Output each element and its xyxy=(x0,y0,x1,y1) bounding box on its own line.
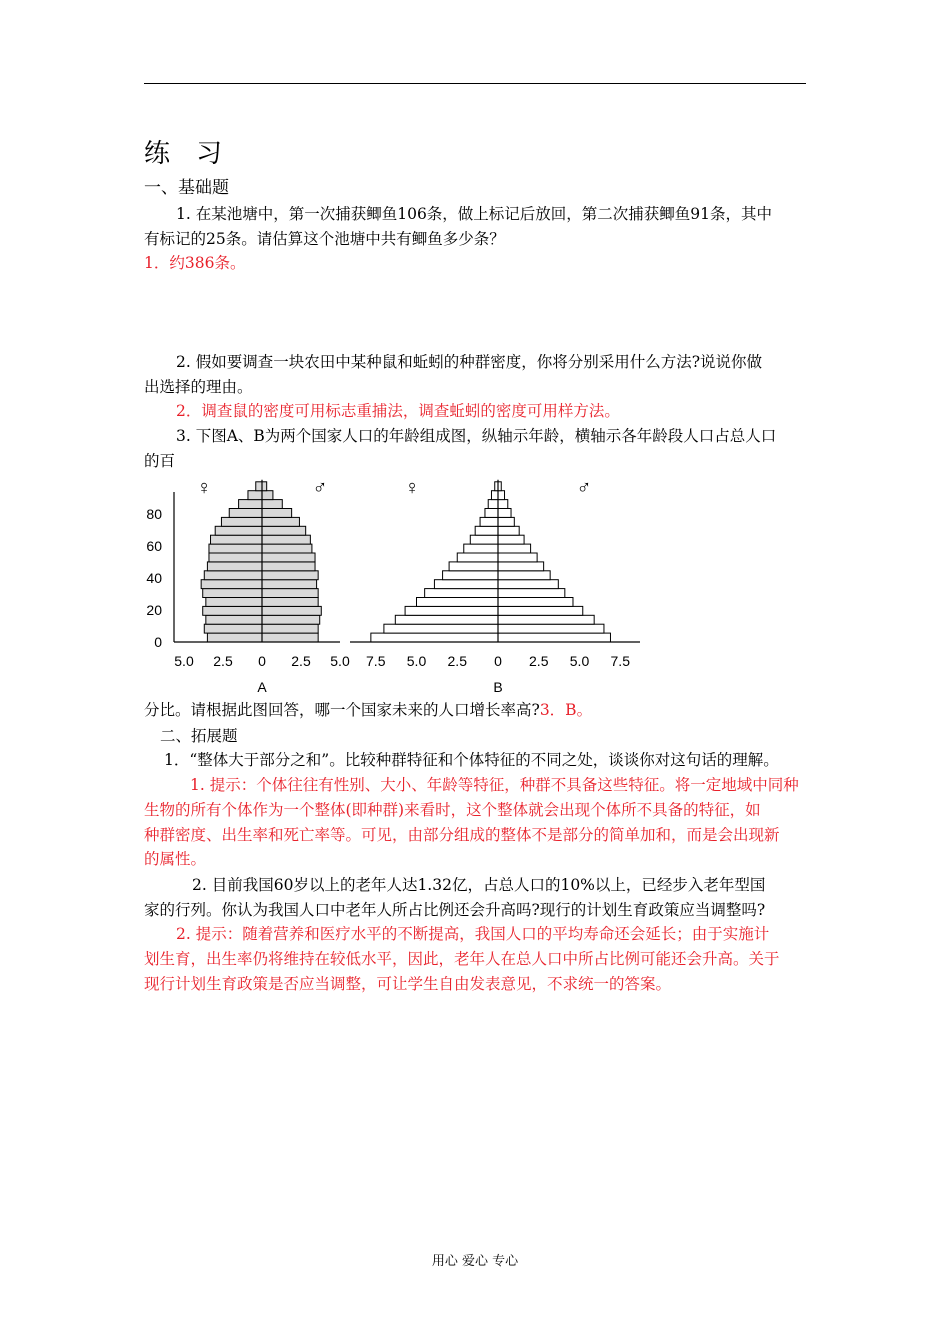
ext2-answer-line1: 2. 提示：随着营养和医疗水平的不断提高，我国人口的平均寿命还会延长；由于实施计 xyxy=(176,925,770,943)
ext2-answer-line3: 现行计划生育政策是否应当调整，可让学生自由发表意见，不求统一的答案。 xyxy=(144,975,672,993)
header-rule xyxy=(144,83,806,84)
pyramid-a-male-bar xyxy=(262,571,318,580)
pyramid-a-male-bar xyxy=(262,598,318,607)
pyramid-b-male-bar xyxy=(498,535,524,544)
ext1-answer-line2: 生物的所有个体作为一个整体(即种群)来看时，这个整体就会出现个体所不具备的特征，如 xyxy=(144,801,761,819)
pyramid-b-female-bar xyxy=(405,606,498,615)
pyramid-a-female-bar xyxy=(229,509,262,518)
pyramid-b-x-tick: 5.0 xyxy=(406,653,427,669)
q2-line1: 2. 假如要调查一块农田中某种鼠和蚯蚓的种群密度，你将分别采用什么方法?说说你做 xyxy=(176,353,763,371)
pyramid-a-female-bar xyxy=(256,482,262,491)
pyramid-b-female-bar xyxy=(449,562,498,571)
pyramid-b-male-bar xyxy=(498,491,505,500)
pyramid-a-male-bar xyxy=(262,517,299,526)
pyramid-b-male-bar xyxy=(498,553,537,562)
ext1-question: 1．“整体大于部分之和”。比较种群特征和个体特征的不同之处，谈谈你对这句话的理解。 xyxy=(164,751,779,769)
pyramid-b-female-bar xyxy=(425,589,498,598)
pyramid-a-female-bar xyxy=(204,571,262,580)
section-basic-heading: 一、基础题 xyxy=(144,178,229,198)
ext1-answer-line1: 1. 提示：个体往往有性别、大小、年龄等特征，种群不具备这些特征。将一定地域中同种 xyxy=(190,776,799,794)
pyramid-b-male-bar xyxy=(498,580,558,589)
q2-line2: 出选择的理由。 xyxy=(144,378,253,396)
ext2-question-line1: 2. 目前我国60岁以上的老年人达1.32亿，占总人口的10%以上，已经步入老年型国 xyxy=(192,876,766,894)
pyramid-b-male-bar xyxy=(498,571,550,580)
ext2-answer-line2: 划生育，出生率仍将维持在较低水平，因此，老年人在总人口中所占比例可能还会升高。关于 xyxy=(144,950,780,968)
pyramid-b-x-tick: 5.0 xyxy=(569,653,590,669)
y-tick-label: 0 xyxy=(154,634,162,650)
pyramid-a-male-bar xyxy=(262,509,292,518)
pyramid-a-male-bar xyxy=(262,580,317,589)
section-extended-heading: 二、拓展题 xyxy=(160,727,238,745)
q3-line1: 3. 下图A、B为两个国家人口的年龄组成图，纵轴示年龄，横轴示各年龄段人口占总人口 xyxy=(176,427,777,445)
pyramid-b-male-bar xyxy=(498,598,573,607)
pyramid-b-male-bar xyxy=(498,589,565,598)
pyramid-b-female-bar xyxy=(464,544,498,553)
pyramid-b-female-bar xyxy=(470,535,498,544)
pyramid-a-male-bar xyxy=(262,491,273,500)
pyramid-a-male-bar xyxy=(262,526,306,535)
q3-line3: 分比。请根据此图回答，哪一个国家未来的人口增长率高? xyxy=(144,701,540,719)
pyramid-b-x-tick: 2.5 xyxy=(529,653,549,669)
pyramid-a-x-tick: 2.5 xyxy=(291,653,311,669)
pyramid-a-female-bar xyxy=(207,633,262,642)
pyramid-b-male-bar xyxy=(498,633,610,642)
pyramid-a-male-bar xyxy=(262,535,310,544)
pyramid-b-female-bar xyxy=(457,553,498,562)
pyramid-b-female-bar xyxy=(491,491,498,500)
pyramid-b-male-bar xyxy=(498,544,531,553)
female-symbol-a: ♀ xyxy=(196,477,212,499)
pyramid-b-x-tick: 2.5 xyxy=(447,653,467,669)
pyramid-b-female-bar xyxy=(480,517,498,526)
q3-line2: 的百 xyxy=(144,452,176,470)
q1-line1: 1. 在某池塘中，第一次捕获鲫鱼106条，做上标记后放回，第二次捕获鲫鱼91条，其中 xyxy=(176,205,773,223)
pyramid-b-female-bar xyxy=(371,633,498,642)
pyramid-b-female-bar xyxy=(395,615,498,624)
pyramid-a-female-bar xyxy=(203,589,262,598)
pyramid-b-x-tick: 7.5 xyxy=(366,653,386,669)
pyramid-a-male-bar xyxy=(262,482,267,491)
pyramid-a-female-bar xyxy=(209,553,262,562)
pyramid-a-male-bar xyxy=(262,562,315,571)
pyramid-a-male-bar xyxy=(262,606,321,615)
ext1-answer-line4: 的属性。 xyxy=(144,850,207,868)
pyramid-a-female-bar xyxy=(206,598,262,607)
page-footer: 用心 爱心 专心 xyxy=(431,1254,519,1269)
pyramid-b-male-bar xyxy=(498,624,604,633)
pyramid-a-female-bar xyxy=(209,544,262,553)
pyramid-a-female-bar xyxy=(203,606,262,615)
pyramid-a-label: A xyxy=(257,679,267,695)
pyramid-a-female-bar xyxy=(215,526,262,535)
pyramid-b-female-bar xyxy=(417,598,499,607)
pyramid-a-x-tick: 0 xyxy=(258,653,266,669)
pyramid-a-male-bar xyxy=(262,633,318,642)
pyramid-a-male-bar xyxy=(262,553,315,562)
pyramid-b-x-tick: 0 xyxy=(494,653,502,669)
pyramid-b-female-bar xyxy=(443,571,498,580)
pyramid-a-x-tick: 5.0 xyxy=(174,653,194,669)
y-tick-label: 20 xyxy=(146,602,162,618)
y-tick-label: 60 xyxy=(146,538,162,554)
pyramid-a-female-bar xyxy=(221,517,262,526)
q3-line3-question xyxy=(144,700,592,720)
pyramid-b-female-bar xyxy=(434,580,498,589)
pyramid-a-male-bar xyxy=(262,544,312,553)
pyramid-b-male-bar xyxy=(498,517,514,526)
pyramid-a-x-tick: 5.0 xyxy=(330,653,350,669)
pyramid-a-female-bar xyxy=(207,562,262,571)
population-pyramid-figure xyxy=(140,470,660,700)
pyramid-a-male-bar xyxy=(262,589,318,598)
male-symbol-b: ♂ xyxy=(576,477,592,499)
pyramid-b-male-bar xyxy=(498,500,508,509)
pyramid-a-x-tick: 2.5 xyxy=(213,653,233,669)
q3-answer: 3．B。 xyxy=(539,701,593,719)
pyramid-a-female-bar xyxy=(211,535,262,544)
pyramid-a-male-bar xyxy=(262,500,282,509)
pyramid-b-female-bar xyxy=(475,526,498,535)
female-symbol-b: ♀ xyxy=(404,477,420,499)
ext1-answer-line3: 种群密度、出生率和死亡率等。可见，由部分组成的整体不是部分的简单加和，而是会出现新 xyxy=(144,826,780,844)
pyramid-a-male-bar xyxy=(262,624,318,633)
pyramid-a-female-bar xyxy=(201,580,262,589)
q2-answer: 2．调查鼠的密度可用标志重捕法，调查蚯蚓的密度可用样方法。 xyxy=(176,402,620,420)
y-tick-label: 40 xyxy=(146,570,162,586)
pyramid-b-male-bar xyxy=(498,526,519,535)
pyramid-b-male-bar xyxy=(498,615,594,624)
pyramid-b-male-bar xyxy=(498,509,511,518)
pyramid-a-female-bar xyxy=(204,624,262,633)
pyramid-a-female-bar xyxy=(239,500,262,509)
pyramid-a-female-bar xyxy=(248,491,262,500)
pyramid-b-female-bar xyxy=(384,624,498,633)
pyramid-b-label: B xyxy=(493,679,503,695)
pyramid-b-female-bar xyxy=(485,509,498,518)
pyramid-a-male-bar xyxy=(262,615,320,624)
male-symbol-a: ♂ xyxy=(312,477,328,499)
ext2-question-line2: 家的行列。你认为我国人口中老年人所占比例还会升高吗?现行的计划生育政策应当调整吗? xyxy=(144,901,766,919)
q1-line2: 有标记的25条。请估算这个池塘中共有鲫鱼多少条？ xyxy=(144,230,505,248)
pyramid-b-male-bar xyxy=(498,562,544,571)
page-title: 练 习 xyxy=(144,139,225,169)
q1-answer: 1．约386条。 xyxy=(144,254,246,272)
pyramid-b-female-bar xyxy=(488,500,498,509)
pyramid-a-female-bar xyxy=(206,615,262,624)
y-tick-label: 80 xyxy=(146,506,162,522)
pyramid-b-male-bar xyxy=(498,606,583,615)
pyramid-b-x-tick: 7.5 xyxy=(610,653,630,669)
